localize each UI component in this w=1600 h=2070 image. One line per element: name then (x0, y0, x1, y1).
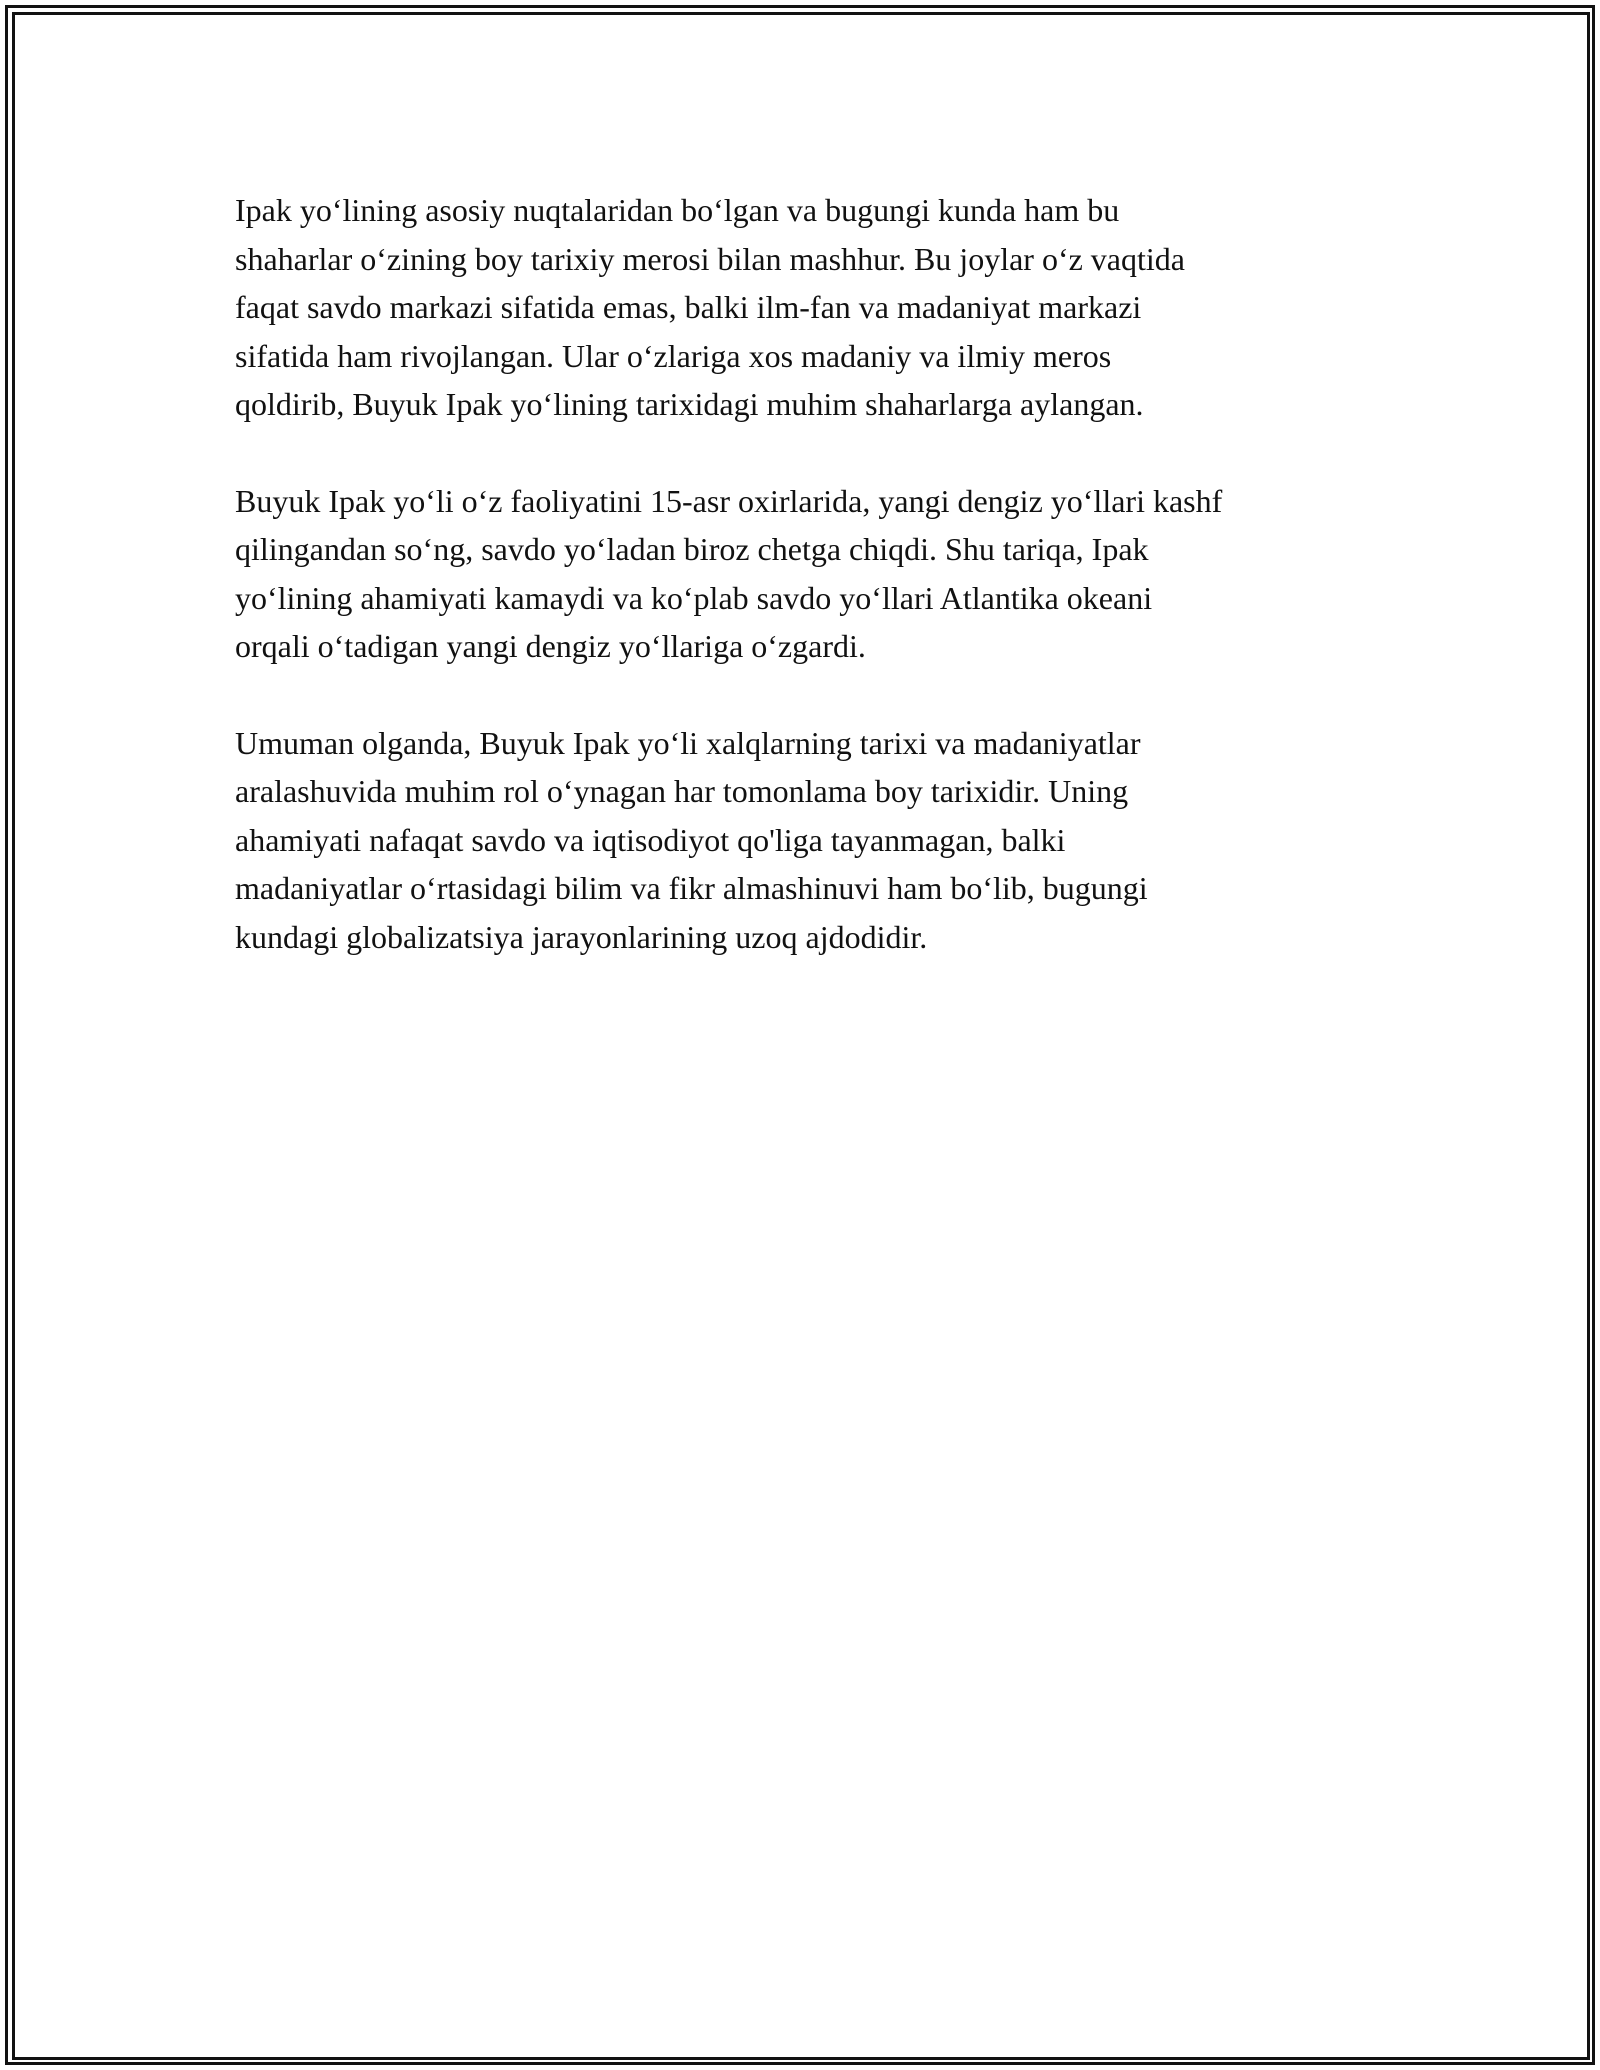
paragraph-line: aralashuvida muhim rol oʻynagan har tomonlama boy tarixidir. Uning (235, 773, 1129, 809)
paragraph-2 (235, 477, 1385, 671)
paragraph-line: shaharlar oʻzining boy tarixiy merosi bilan mashhur. Bu joylar oʻz vaqtida (235, 240, 1185, 277)
paragraph-line: ahamiyati nafaqat savdo va iqtisodiyot qo'liga tayanmagan, balki (235, 821, 1066, 858)
paragraph-line: qilingandan soʻng, savdo yoʻladan biroz chetga chiqdi. Shu tariqa, Ipak (235, 531, 1149, 567)
paragraph-line: kundagi globalizatsiya jarayonlarining uzoq ajdodidir. (235, 918, 928, 955)
paragraph-line: sifatida ham rivojlangan. Ular oʻzlariga xos madaniy va ilmiy meros (235, 337, 1112, 374)
paragraph-line: Ipak yoʻlining asosiy nuqtalaridan boʻlgan va bugungi kunda ham bu (235, 192, 1120, 228)
paragraph-3 (235, 719, 1385, 962)
paragraph-line: orqali oʻtadigan yangi dengiz yoʻllariga oʻzgardi. (235, 628, 866, 664)
paragraph-1 (235, 186, 1385, 429)
paragraph-line: Buyuk Ipak yoʻli oʻz faoliyatini 15-asr oxirlarida, yangi dengiz yoʻllari kashf (235, 482, 1223, 519)
paragraph-line: faqat savdo markazi sifatida emas, balki ilm-fan va madaniyat markazi (235, 289, 1142, 325)
document-body (235, 186, 1385, 1009)
paragraph-line: madaniyatlar oʻrtasidagi bilim va fikr almashinuvi ham boʻlib, bugungi (235, 870, 1148, 906)
paragraph-line: Umuman olganda, Buyuk Ipak yoʻli xalqlarning tarixi va madaniyatlar (235, 724, 1141, 761)
paragraph-line: qoldirib, Buyuk Ipak yoʻlining tarixidagi muhim shaharlarga aylangan. (235, 386, 1144, 422)
paragraph-line: yoʻlining ahamiyati kamaydi va koʻplab savdo yoʻllari Atlantika okeani (235, 579, 1153, 616)
